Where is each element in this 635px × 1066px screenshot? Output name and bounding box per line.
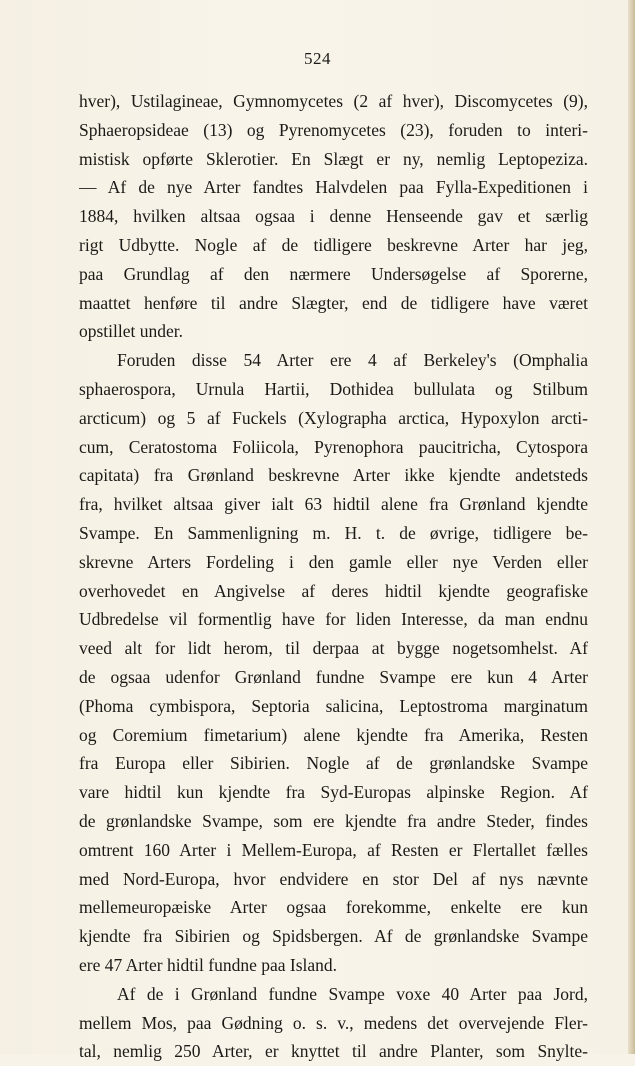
text-line: mellemeuropæiske Arter ogsaa forekomme, enkelte ere kun <box>79 897 588 918</box>
text-line: Svampe. En Sammenligning m. H. t. de øvrige, tidligere be- <box>79 522 588 543</box>
text-line: (Phoma cymbispora, Septoria salicina, Leptostroma marginatum <box>79 695 588 716</box>
text-line: 1884, hvilken altsaa ogsaa i denne Henseende gav et særlig <box>79 206 588 227</box>
text-line: fra, hvilket altsaa giver ialt 63 hidtil alene fra Grønland kjendte <box>79 494 588 515</box>
text-line: omtrent 160 Arter i Mellem-Europa, af Resten er Flertallet fælles <box>79 839 588 860</box>
text-line: mellem Mos, paa Gødning o. s. v., medens det overvejende Fler- <box>79 1012 588 1033</box>
text-line: de ogsaa udenfor Grønland fundne Svampe ere kun 4 Arter <box>79 666 588 687</box>
text-line: sphaerospora, Urnula Hartii, Dothidea bullulata og Stilbum <box>79 378 588 399</box>
text-line: de grønlandske Svampe, som ere kjendte fra andre Steder, findes <box>79 810 588 831</box>
text-line: mistisk opførte Sklerotier. En Slægt er ny, nemlig Leptopeziza. <box>79 148 588 169</box>
text-line: cum, Ceratostoma Foliicola, Pyrenophora paucitricha, Cytospora <box>79 436 588 457</box>
text-line: Udbredelse vil formentlig have for liden Interesse, da man endnu <box>79 609 588 630</box>
text-line: paa Grundlag af den nærmere Undersøgelse af Sporerne, <box>79 263 588 284</box>
text-line: skrevne Arters Fordeling i den gamle eller nye Verden eller <box>79 551 588 572</box>
text-line: Foruden disse 54 Arter ere 4 af Berkeley's (Omphalia <box>117 350 588 371</box>
text-line: Sphaeropsideae (13) og Pyrenomycetes (23), foruden to interi- <box>79 119 588 140</box>
text-line: overhovedet en Angivelse af deres hidtil kjendte geografiske <box>79 580 588 601</box>
text-line: tal, nemlig 250 Arter, er knyttet til andre Planter, som Snylte- <box>79 1041 588 1062</box>
text-line: kjendte fra Sibirien og Spidsbergen. Af de grønlandske Svampe <box>79 926 588 947</box>
text-line: fra Europa eller Sibirien. Nogle af de grønlandske Svampe <box>79 753 588 774</box>
text-line: rigt Udbytte. Nogle af de tidligere beskrevne Arter har jeg, <box>79 234 588 255</box>
page-edge <box>628 0 635 1054</box>
text-line: Af de i Grønland fundne Svampe voxe 40 Arter paa Jord, <box>117 983 588 1004</box>
text-line: hver), Ustilagineae, Gymnomycetes (2 af hver), Discomycetes (9), <box>79 91 588 111</box>
body-text <box>79 87 588 1066</box>
text-line: maattet henføre til andre Slægter, end de tidligere have været <box>79 292 588 313</box>
text-line: — Af de nye Arter fandtes Halvdelen paa Fylla-Expeditionen i <box>79 177 588 198</box>
text-line: og Coremium fimetarium) alene kjendte fra Amerika, Resten <box>79 724 588 745</box>
text-line: arcticum) og 5 af Fuckels (Xylographa arctica, Hypoxylon arcti- <box>79 407 588 428</box>
text-line: ere 47 Arter hidtil fundne paa Island. <box>79 954 338 975</box>
text-line: opstillet under. <box>79 321 184 342</box>
text-line: vare hidtil kun kjendte fra Syd-Europas alpinske Region. Af <box>79 782 588 803</box>
text-line: capitata) fra Grønland beskrevne Arter ikke kjendte andetsteds <box>79 465 588 486</box>
text-line: med Nord-Europa, hvor endvidere en stor Del af nys nævnte <box>79 868 588 889</box>
page-number: 524 <box>304 49 331 68</box>
text-line: veed alt for lidt herom, til derpaa at bygge nogetsomhelst. Af <box>79 638 588 659</box>
